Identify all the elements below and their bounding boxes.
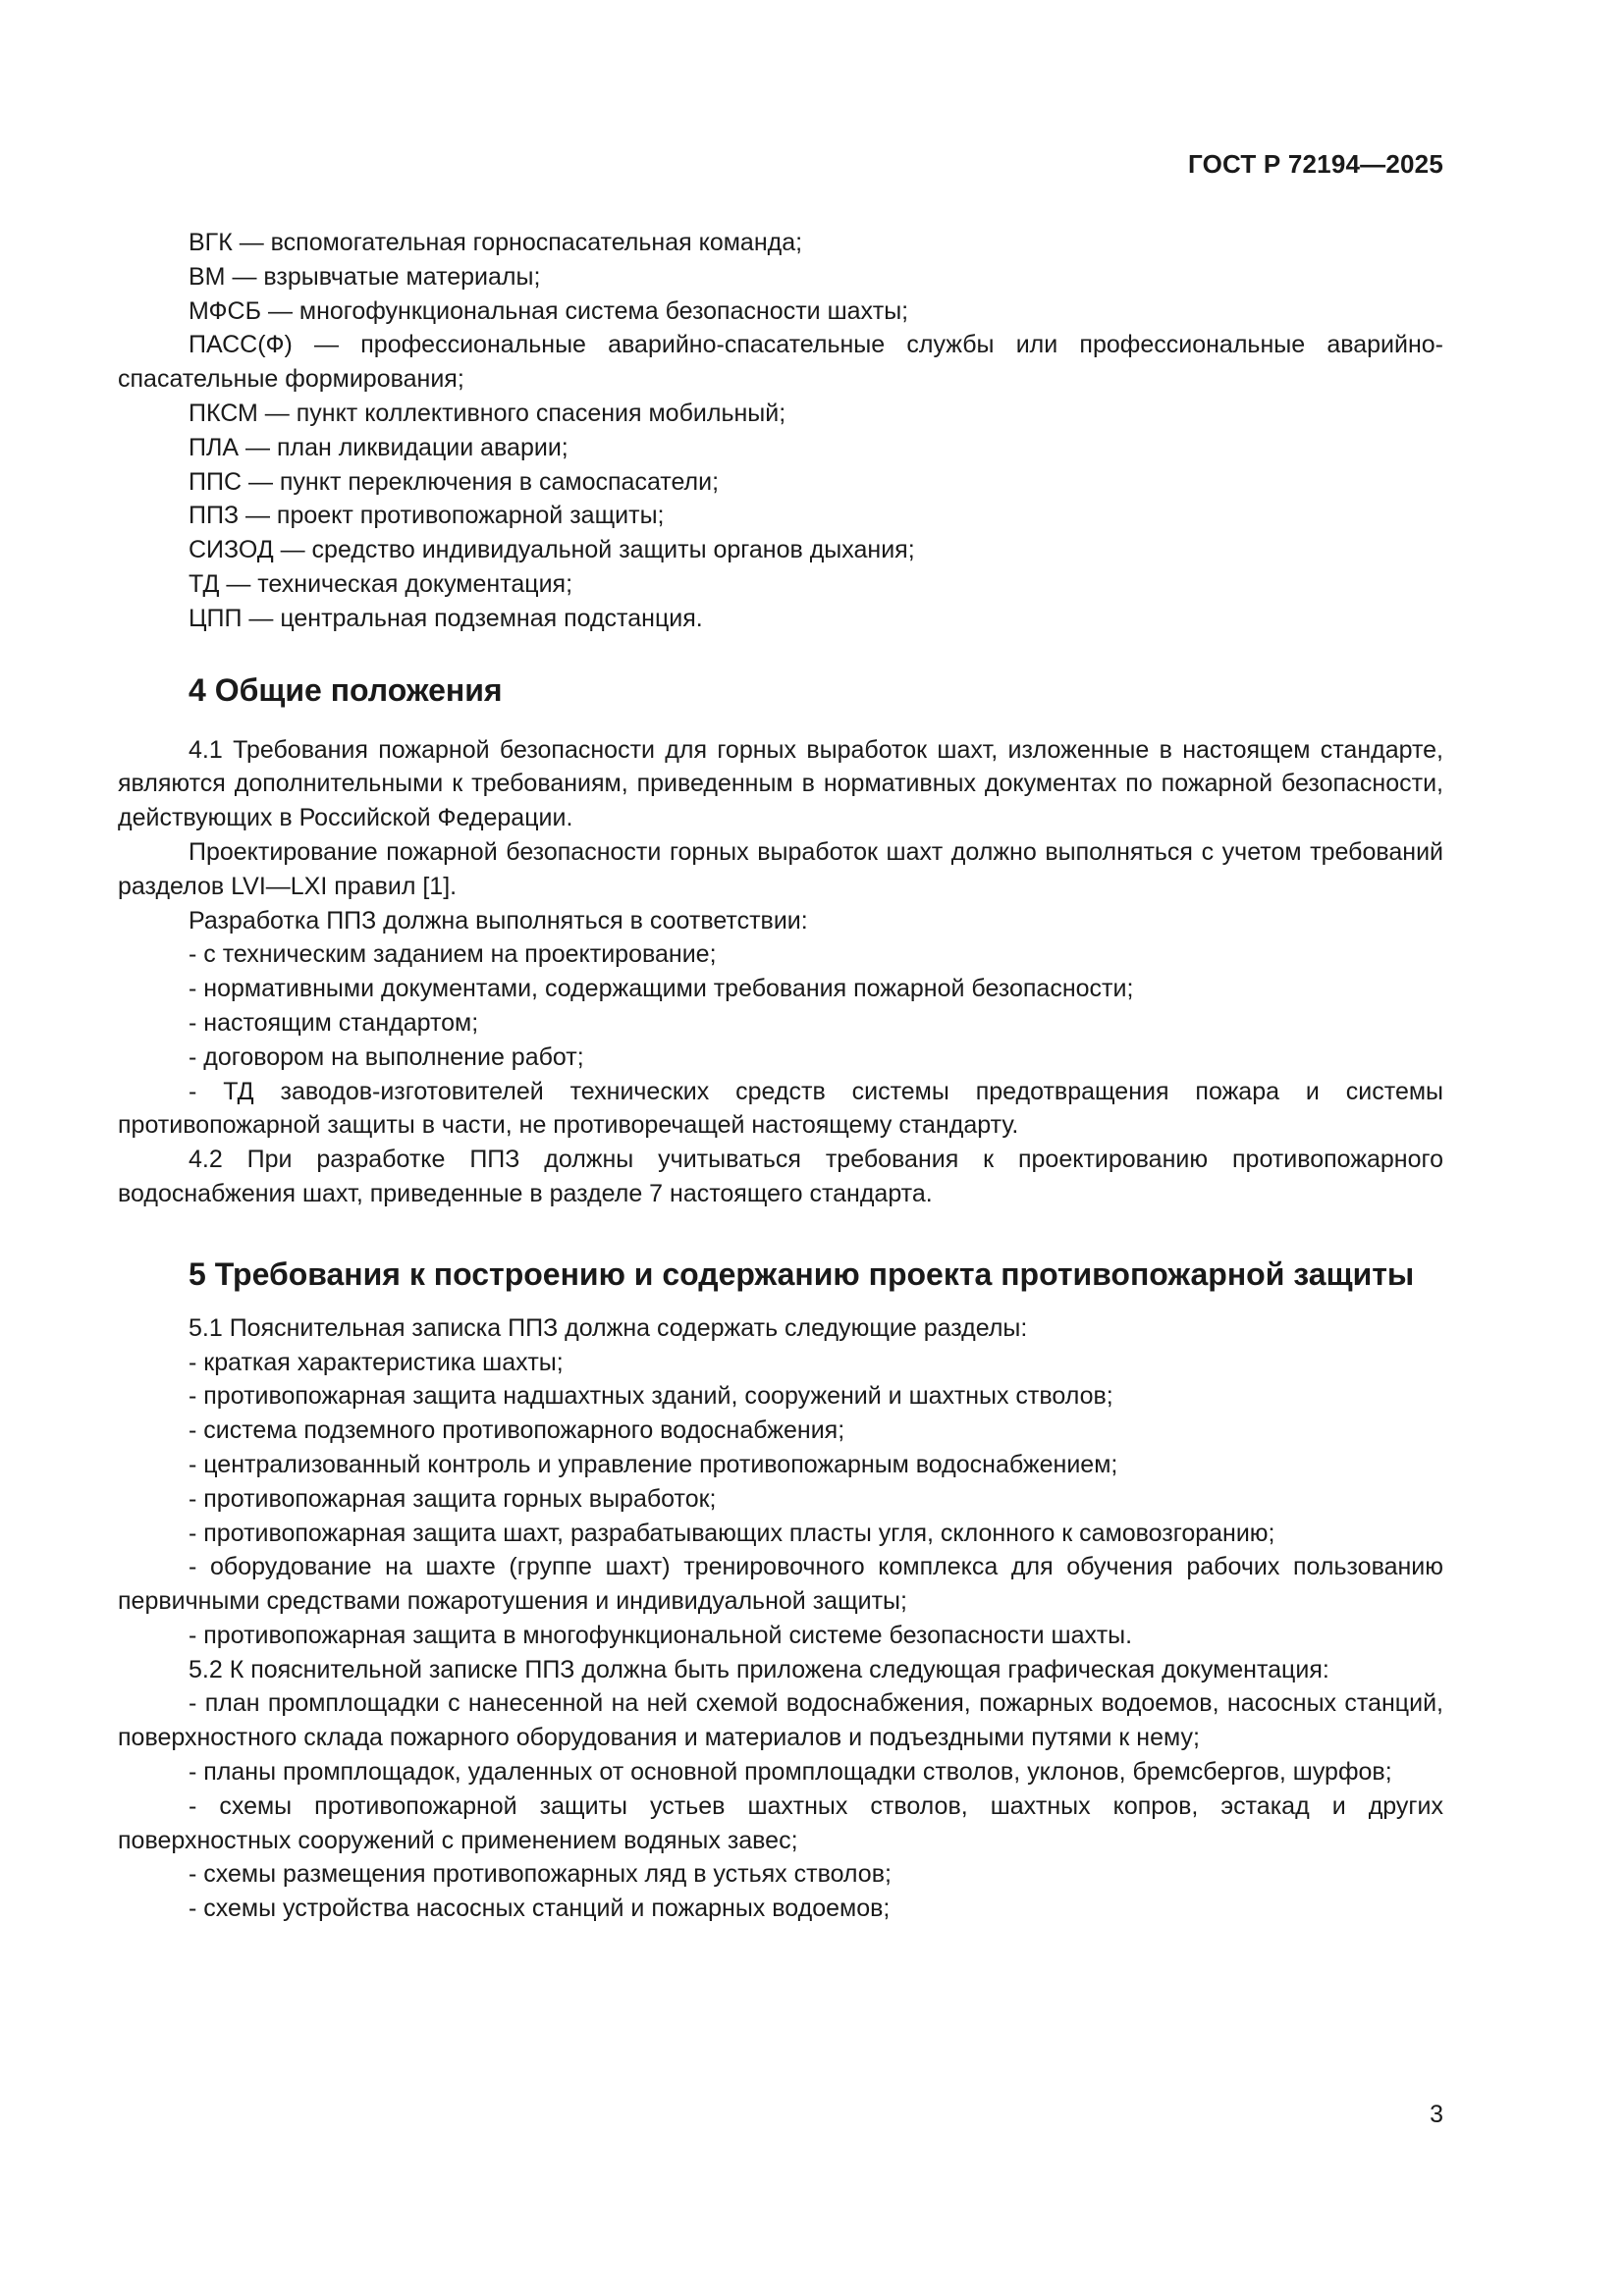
abbreviation-item: ПАСС(Ф) — профессиональные аварийно-спасательные службы или профессиональные аварийно-спасательные формирования; <box>118 331 1443 394</box>
paragraph-5-1: 5.1 Пояснительная записка ППЗ должна содержать следующие разделы: <box>189 1313 1028 1342</box>
list-item: - противопожарная защита горных выработок; <box>189 1484 717 1513</box>
list-item: - оборудование на шахте (группе шахт) тренировочного комплекса для обучения рабочих пользованию первичными средствами пожаротушения и индивидуальной защиты; <box>118 1553 1443 1616</box>
page-number: 3 <box>1430 2101 1443 2128</box>
list-item: - краткая характеристика шахты; <box>189 1348 564 1376</box>
list-item: - схемы устройства насосных станций и пожарных водоемов; <box>189 1895 891 1923</box>
abbreviation-item: МФСБ — многофункциональная система безопасности шахты; <box>189 296 909 325</box>
abbreviation-item: ВМ — взрывчатые материалы; <box>189 262 541 291</box>
abbreviation-item: ПЛА — план ликвидации аварии; <box>189 433 568 461</box>
abbreviation-item: ВГК — вспомогательная горноспасательная команда; <box>189 229 803 256</box>
list-item: - настоящим стандартом; <box>189 1008 479 1037</box>
list-item: - централизованный контроль и управление противопожарным водоснабжением; <box>189 1450 1118 1478</box>
list-item: - противопожарная защита надшахтных зданий, сооружений и шахтных стволов; <box>189 1382 1113 1411</box>
abbreviation-item: ЦПП — центральная подземная подстанция. <box>189 604 703 632</box>
abbreviation-item: ППЗ — проект противопожарной защиты; <box>189 502 665 530</box>
section-5-body <box>118 1311 1443 1926</box>
list-item: - ТД заводов-изготовителей технических средств системы предотвращения пожара и системы противопожарной защиты в части, не противоречащей настоящему стандарту. <box>118 1077 1443 1140</box>
abbreviation-item: ПКСМ — пункт коллективного спасения мобильный; <box>189 399 786 427</box>
section-4-heading: 4 Общие положения <box>189 671 503 708</box>
abbreviation-item: ТД — техническая документация; <box>189 569 573 598</box>
list-item: - противопожарная защита в многофункциональной системе безопасности шахты. <box>189 1621 1133 1649</box>
list-item: - с техническим заданием на проектирование; <box>189 940 717 969</box>
section-5-heading: 5 Требования к построению и содержанию проекта противопожарной защиты <box>189 1255 1415 1292</box>
list-item: - система подземного противопожарного водоснабжения; <box>189 1416 845 1445</box>
list-item: - противопожарная защита шахт, разрабатывающих пласты угля, склонного к самовозгоранию; <box>189 1519 1275 1547</box>
list-item: - схемы размещения противопожарных ляд в устьях стволов; <box>189 1860 892 1889</box>
abbreviations-list <box>118 226 1443 636</box>
list-item: - договором на выполнение работ; <box>189 1042 584 1071</box>
list-item: - планы промплощадок, удаленных от основной промплощадки стволов, уклонов, бремсбергов, шурфов; <box>189 1758 1392 1787</box>
list-item: - нормативными документами, содержащими требования пожарной безопасности; <box>189 975 1134 1003</box>
document-code: ГОСТ Р 72194—2025 <box>1188 149 1443 179</box>
paragraph: Разработка ППЗ должна выполняться в соответствии: <box>189 906 808 934</box>
list-item: - план промплощадки с нанесенной на ней схемой водоснабжения, пожарных водоемов, насосных станций, поверхностного склада пожарного оборудования и материалов и подъездными путями к нему; <box>118 1689 1443 1752</box>
paragraph: Проектирование пожарной безопасности горных выработок шахт должно выполняться с учетом требований разделов LVI—LXI правил [1]. <box>118 837 1443 900</box>
paragraph-4-2: 4.2 При разработке ППЗ должны учитываться требования к проектированию противопожарного водоснабжения шахт, приведенные в разделе 7 настоящего стандарта. <box>118 1146 1443 1207</box>
abbreviation-item: СИЗОД — средство индивидуальной защиты органов дыхания; <box>189 536 915 564</box>
paragraph-4-1: 4.1 Требования пожарной безопасности для горных выработок шахт, изложенные в настоящем стандарте, являются дополнительными к требованиям, приведенным в нормативных документах по пожарной безопасности, действующих в Российской Федерации. <box>118 735 1443 832</box>
abbreviation-item: ППС — пункт переключения в самоспасатели; <box>189 467 720 496</box>
section-4-body <box>118 733 1443 1211</box>
paragraph-5-2: 5.2 К пояснительной записке ППЗ должна быть приложена следующая графическая документация: <box>189 1655 1329 1683</box>
page-body <box>118 226 1443 1926</box>
list-item: - схемы противопожарной защиты устьев шахтных стволов, шахтных копров, эстакад и других поверхностных сооружений с применением водяных завес; <box>118 1791 1443 1854</box>
